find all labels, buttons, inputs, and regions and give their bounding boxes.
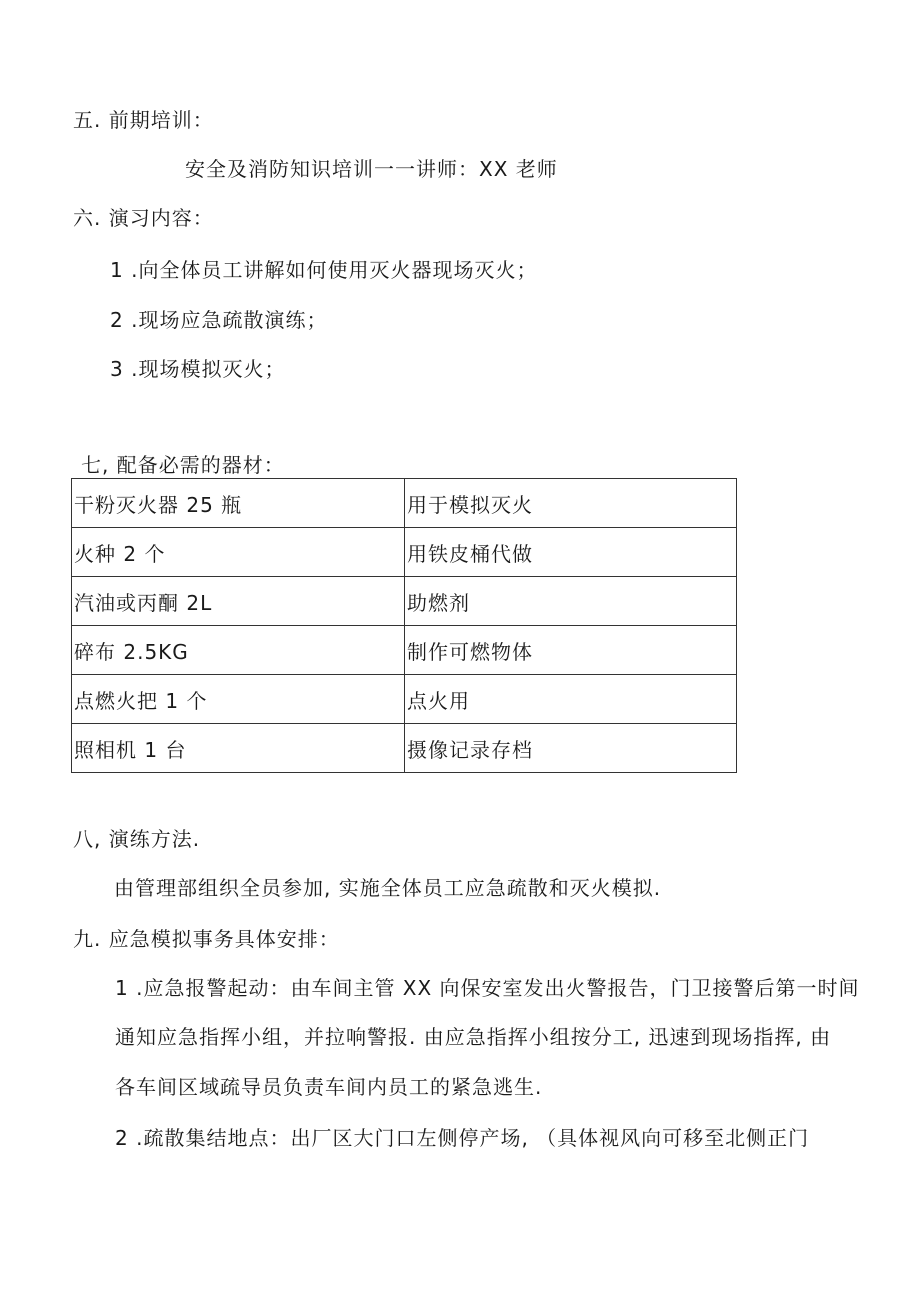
equipment-use: 点火用	[405, 675, 737, 724]
table-row	[72, 577, 737, 626]
table-row	[72, 675, 737, 724]
table-row	[72, 528, 737, 577]
section-9-heading: 九. 应急模拟事务具体安排：	[73, 927, 340, 951]
section-7-heading: 七, 配备必需的器材：	[81, 453, 285, 477]
equipment-use: 制作可燃物体	[405, 626, 737, 675]
method-line: 由管理部组织全员参加, 实施全体员工应急疏散和灭火模拟.	[114, 876, 662, 900]
arrangement-1-line-2: 通知应急指挥小组，并拉响警报. 由应急指挥小组按分工, 迅速到现场指挥, 由	[115, 1025, 832, 1049]
equipment-item: 点燃火把 1 个	[72, 675, 405, 724]
arrangement-1-line-3: 各车间区域疏导员负责车间内员工的紧急逃生.	[115, 1075, 543, 1099]
section-6-heading: 六. 演习内容：	[73, 206, 214, 230]
equipment-use: 助燃剂	[405, 577, 737, 626]
equipment-item: 干粉灭火器 25 瓶	[72, 479, 405, 528]
equipment-item: 碎布 2.5KG	[72, 626, 405, 675]
equipment-table	[71, 478, 737, 773]
arrangement-2-line-1: 2 .疏散集结地点：出厂区大门口左侧停产场, （具体视风向可移至北侧正门	[115, 1126, 810, 1150]
equipment-use: 摄像记录存档	[405, 724, 737, 773]
table-row	[72, 626, 737, 675]
equipment-use: 用于模拟灭火	[405, 479, 737, 528]
table-row	[72, 479, 737, 528]
table-row	[72, 724, 737, 773]
section-8-heading: 八, 演练方法.	[73, 827, 201, 851]
arrangement-1-line-1: 1 .应急报警起动：由车间主管 XX 向保安室发出火警报告，门卫接警后第一时间	[115, 976, 860, 1000]
equipment-item: 汽油或丙酮 2L	[72, 577, 405, 626]
section-5-heading: 五. 前期培训：	[73, 108, 214, 132]
drill-item-1: 1 .向全体员工讲解如何使用灭火器现场灭火；	[110, 258, 538, 282]
drill-item-2: 2 .现场应急疏散演练；	[110, 308, 328, 332]
equipment-use: 用铁皮桶代做	[405, 528, 737, 577]
drill-item-3: 3 .现场模拟灭火；	[110, 357, 286, 381]
training-line: 安全及消防知识培训一一讲师：XX 老师	[185, 157, 558, 181]
equipment-item: 火种 2 个	[72, 528, 405, 577]
equipment-item: 照相机 1 台	[72, 724, 405, 773]
